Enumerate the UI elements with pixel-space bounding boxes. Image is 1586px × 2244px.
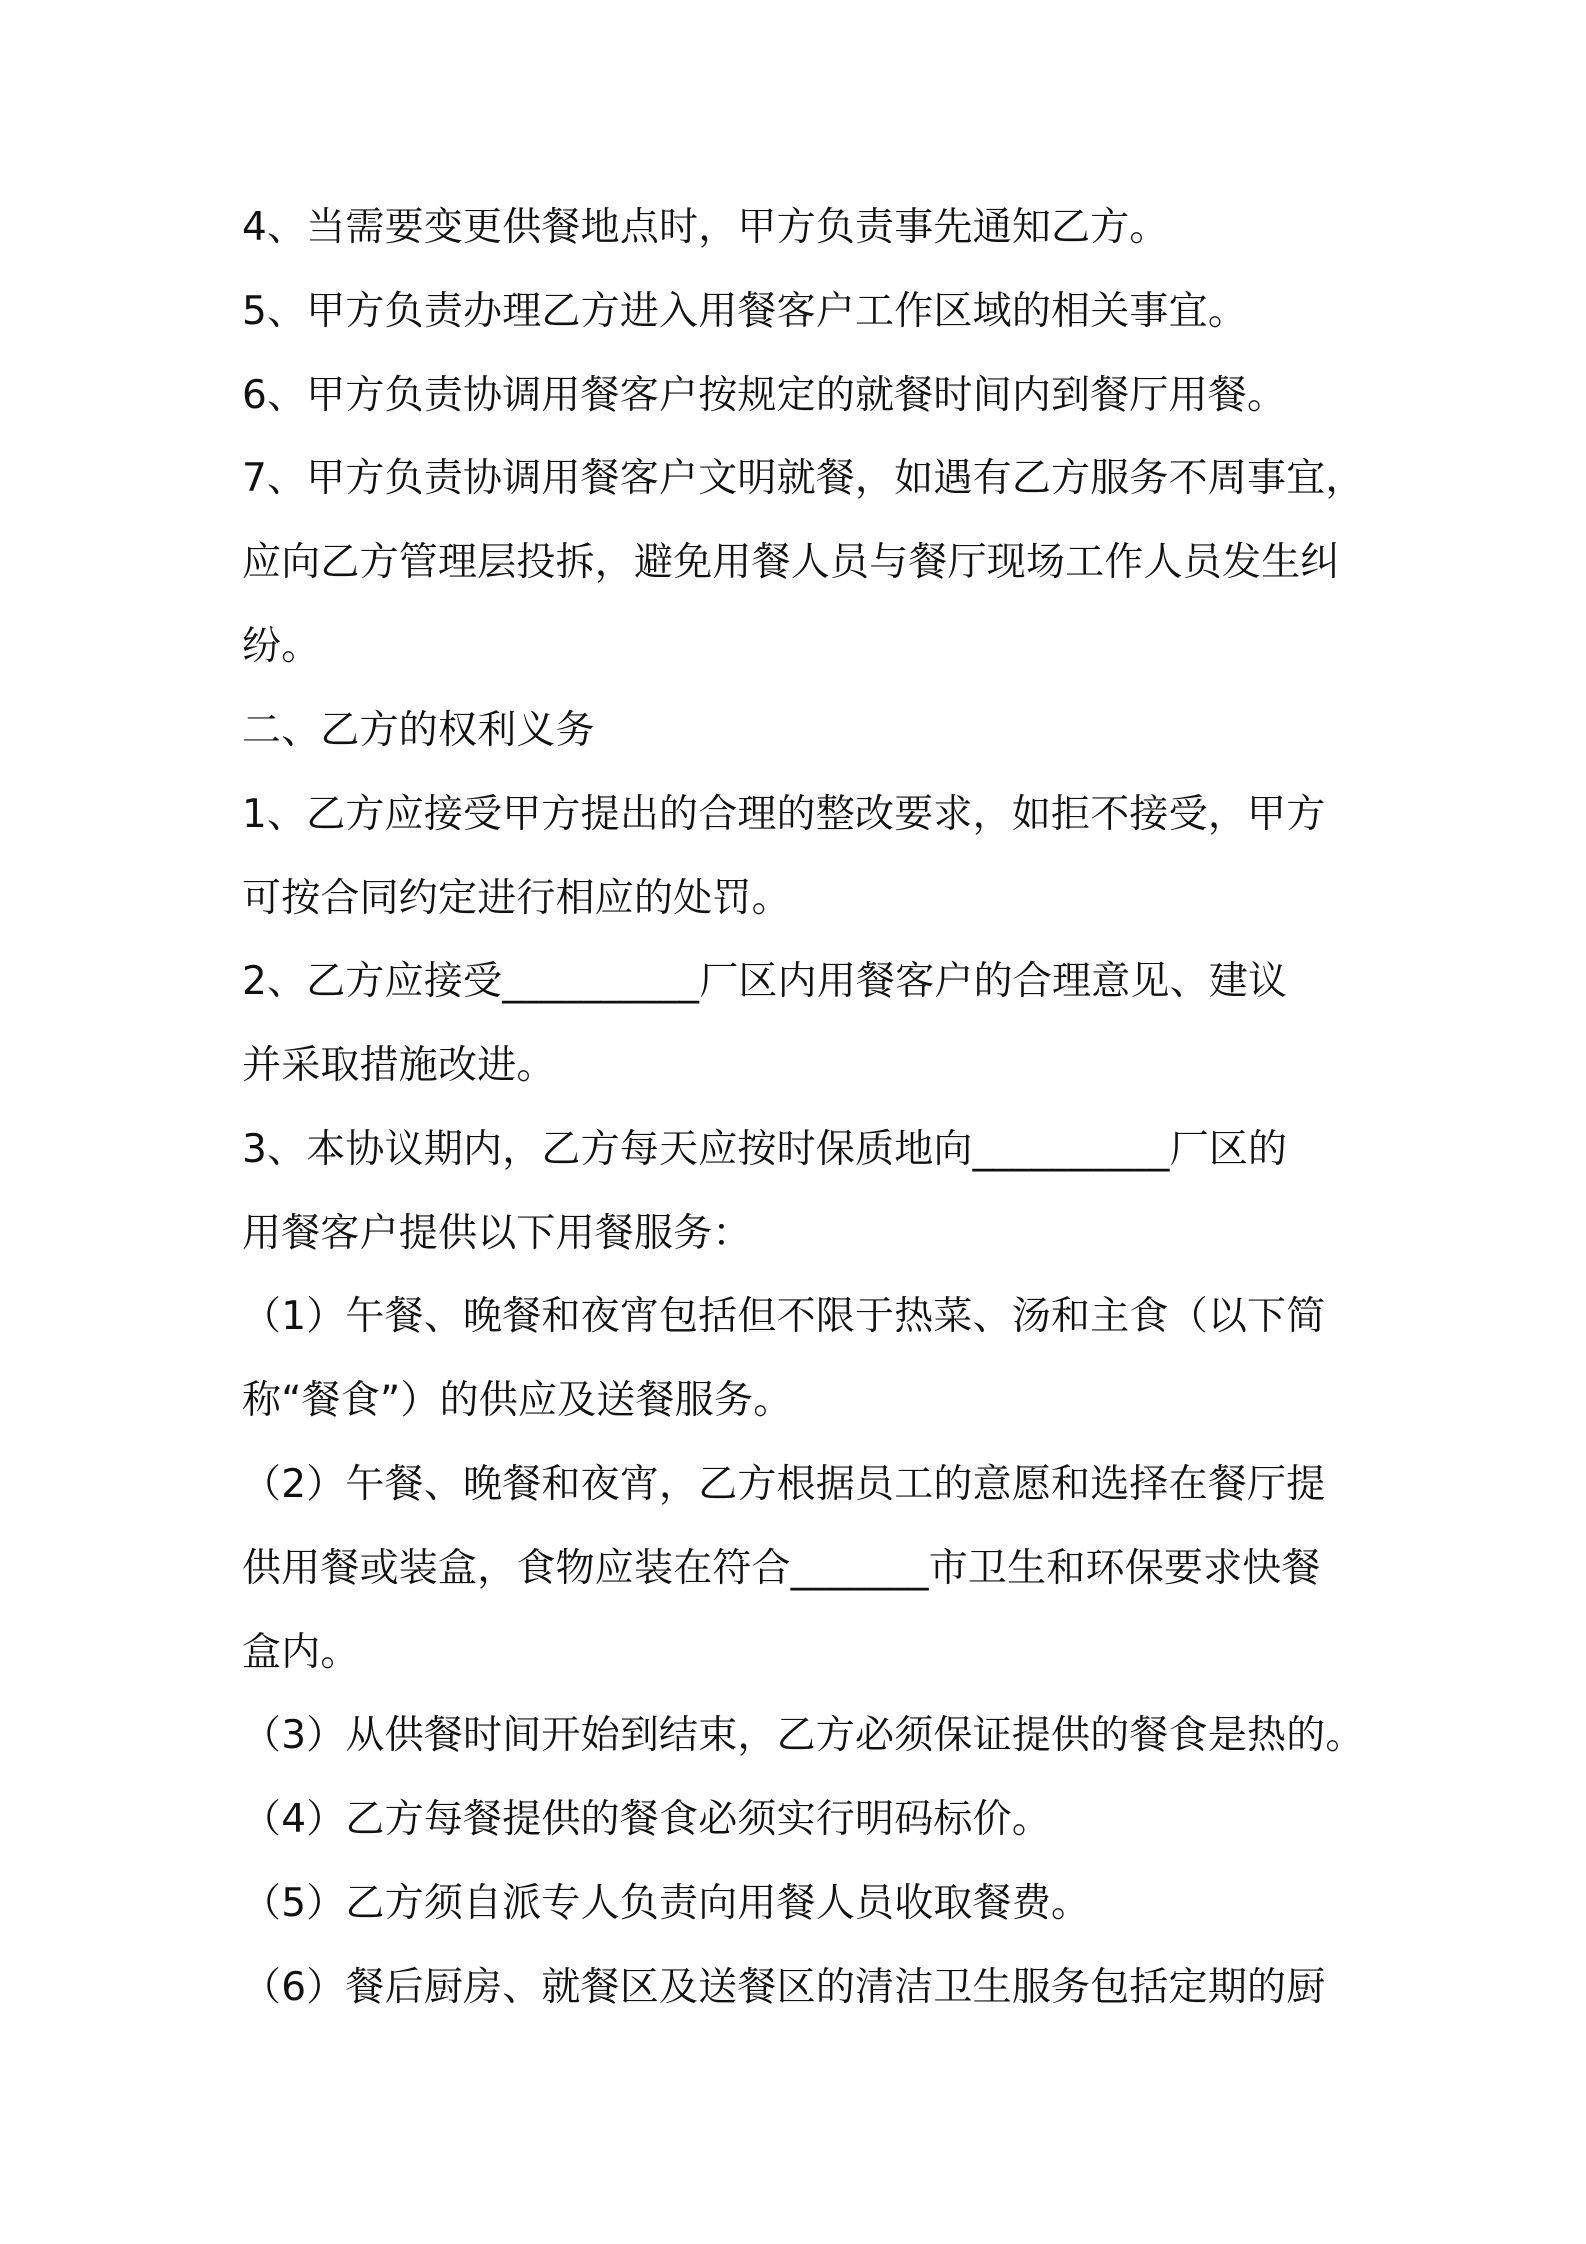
clause-b2-line-2: 并采取措施改进。 — [242, 1043, 556, 1088]
item-2-line-2: 供用餐或装盒，食物应装在符合_______市卫生和环保要求快餐 — [242, 1546, 1321, 1591]
clause-b3-line-1: 3、本协议期内，乙方每天应按时保质地向__________厂区的 — [242, 1127, 1288, 1172]
item-2-line-3: 盒内。 — [242, 1630, 360, 1675]
section-heading-2: 二、乙方的权利义务 — [242, 708, 595, 753]
clause-b3-line-2: 用餐客户提供以下用餐服务： — [242, 1211, 752, 1256]
item-2-line-1: （2）午餐、晚餐和夜宵，乙方根据员工的意愿和选择在餐厅提 — [242, 1462, 1326, 1507]
clause-b1-line-2: 可按合同约定进行相应的处罚。 — [242, 876, 791, 921]
clause-a5: 5、甲方负责办理乙方进入用餐客户工作区域的相关事宜。 — [242, 289, 1248, 334]
clause-a7-line-3: 纷。 — [242, 624, 321, 669]
item-1-line-1: （1）午餐、晚餐和夜宵包括但不限于热菜、汤和主食（以下简 — [242, 1294, 1326, 1339]
item-3: （3）从供餐时间开始到结束，乙方必须保证提供的餐食是热的。 — [242, 1713, 1365, 1758]
clause-a4: 4、当需要变更供餐地点时，甲方负责事先通知乙方。 — [242, 205, 1169, 250]
clause-a7-line-2: 应向乙方管理层投拆，避免用餐人员与餐厅现场工作人员发生纠 — [242, 540, 1340, 585]
item-5: （5）乙方须自派专人负责向用餐人员收取餐费。 — [242, 1881, 1091, 1926]
item-6-line-1: （6）餐后厨房、就餐区及送餐区的清洁卫生服务包括定期的厨 — [242, 1965, 1326, 2010]
clause-b2-line-1: 2、乙方应接受__________厂区内用餐客户的合理意见、建议 — [242, 959, 1288, 1004]
clause-a7-line-1: 7、甲方负责协调用餐客户文明就餐，如遇有乙方服务不周事宜， — [242, 456, 1365, 501]
clause-b1-line-1: 1、乙方应接受甲方提出的合理的整改要求，如拒不接受，甲方 — [242, 792, 1326, 837]
item-1-line-2: 称“餐食”）的供应及送餐服务。 — [242, 1378, 793, 1423]
item-4: （4）乙方每餐提供的餐食必须实行明码标价。 — [242, 1797, 1052, 1842]
clause-a6: 6、甲方负责协调用餐客户按规定的就餐时间内到餐厅用餐。 — [242, 373, 1287, 418]
